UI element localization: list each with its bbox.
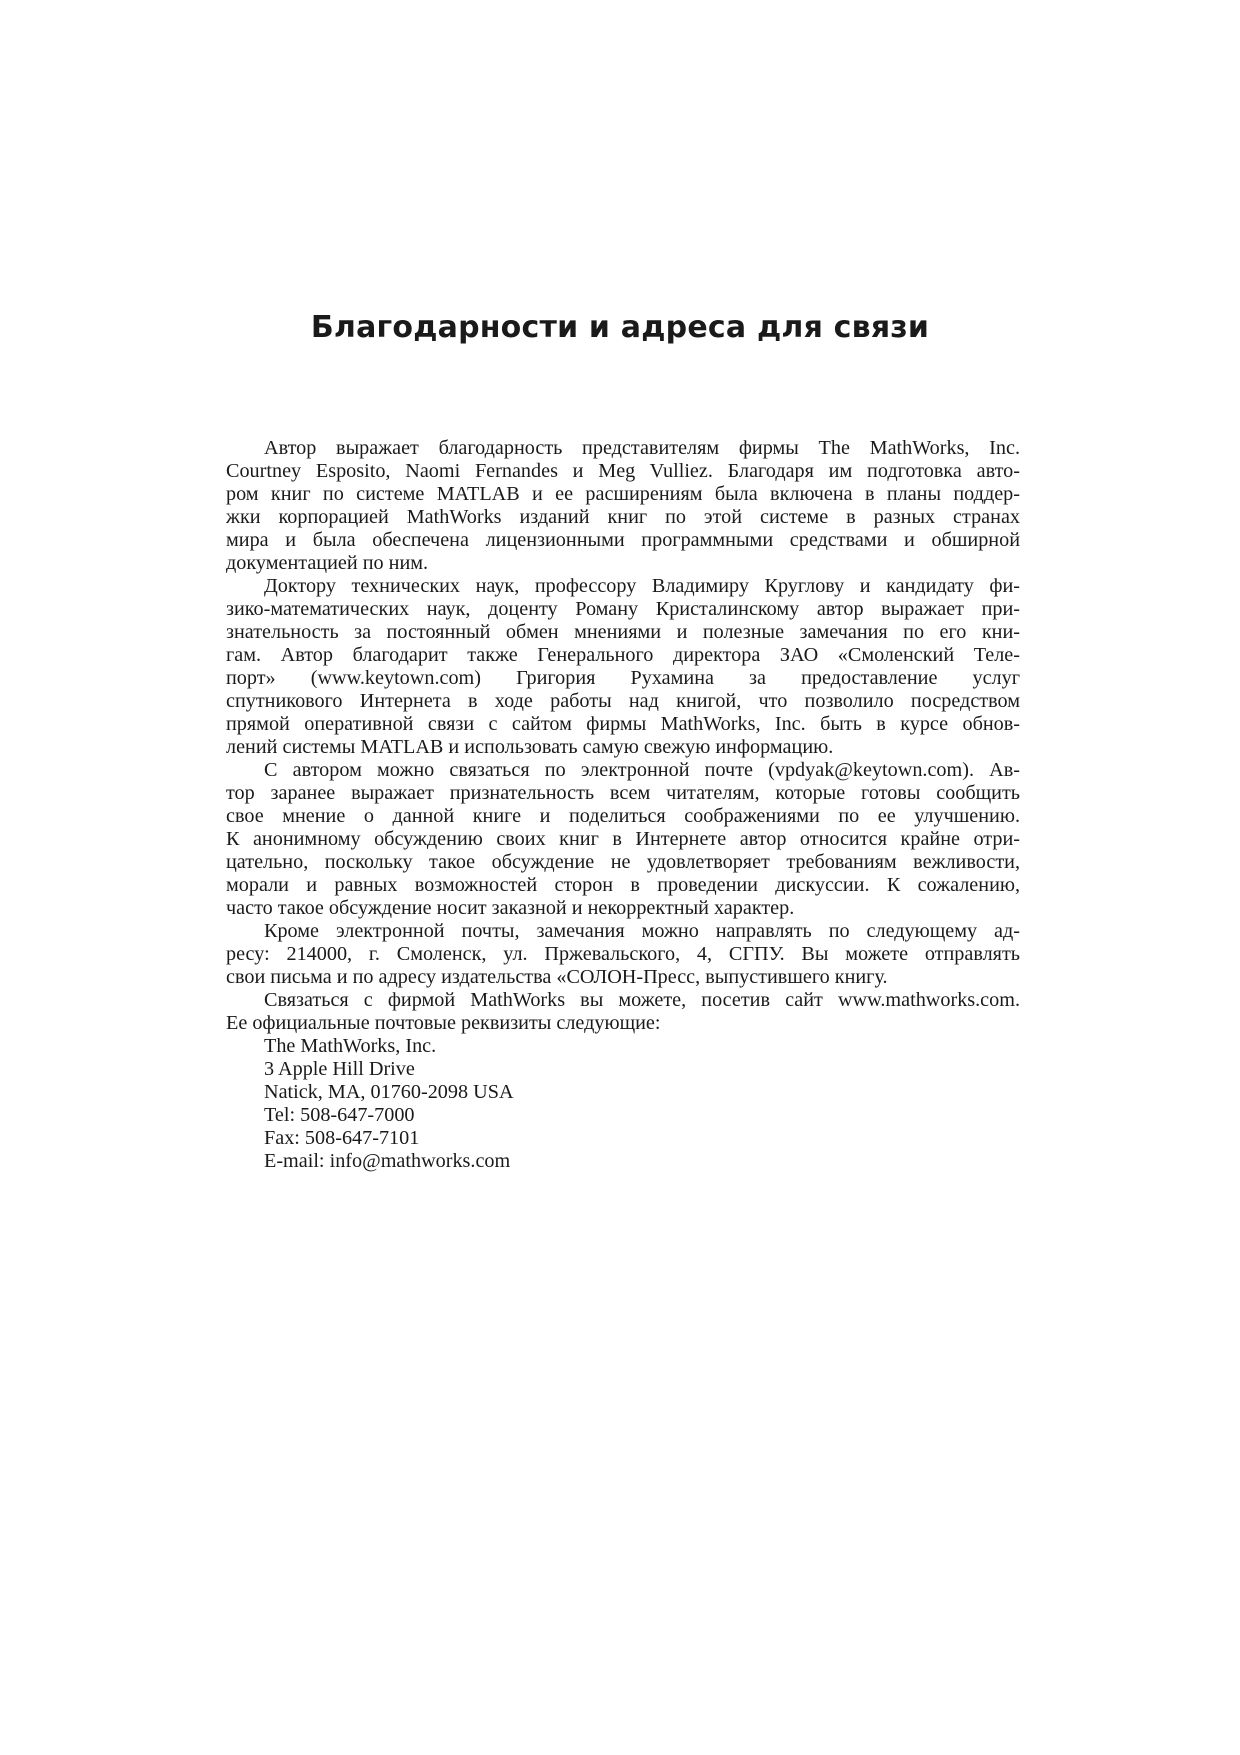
address-line: 3 Apple Hill Drive <box>264 1058 415 1080</box>
text-line: цательно, поскольку такое обсуждение не удовлетворяет требованиям вежливости, <box>226 851 1020 873</box>
address-line: The MathWorks, Inc. <box>264 1035 437 1057</box>
text-line: ром книг по системе MATLAB и ее расширениям была включена в планы поддер- <box>226 483 1020 505</box>
address-line: E-mail: info@mathworks.com <box>264 1150 511 1172</box>
text-line: знательность за постоянный обмен мнениями и полезные замечания по его кни- <box>226 621 1020 643</box>
text-line: лений системы MATLAB и использовать самую свежую информацию. <box>226 736 834 758</box>
text-line: прямой оперативной связи с сайтом фирмы MathWorks, Inc. быть в курсе обнов- <box>226 713 1020 735</box>
text-line: мира и была обеспечена лицензионными программными средствами и обширной <box>226 529 1020 551</box>
text-line: тор заранее выражает признательность всем читателям, которые готовы сообщить <box>226 782 1020 804</box>
text-line: Автор выражает благодарность представителям фирмы The MathWorks, Inc. <box>264 437 1020 459</box>
address-line: Natick, MA, 01760-2098 USA <box>264 1081 514 1103</box>
text-line: Связаться с фирмой MathWorks вы можете, посетив сайт www.mathworks.com. <box>264 989 1020 1011</box>
text-line: Ее официальные почтовые реквизиты следующие: <box>226 1012 661 1034</box>
text-line: Кроме электронной почты, замечания можно направлять по следующему ад- <box>264 920 1020 942</box>
body-text <box>226 437 1020 1173</box>
text-line: зико-математических наук, доценту Роману Кристалинскому автор выражает при- <box>226 598 1020 620</box>
text-line: жки корпорацией MathWorks изданий книг по этой системе в разных странах <box>226 506 1020 528</box>
page-title: Благодарности и адреса для связи <box>310 310 930 345</box>
text-line: морали и равных возможностей сторон в проведении дискуссии. К сожалению, <box>226 874 1020 896</box>
address-line: Tel: 508-647-7000 <box>264 1104 415 1126</box>
text-line: гам. Автор благодарит также Генерального директора ЗАО «Смоленский Теле- <box>226 644 1020 666</box>
text-line: документацией по ним. <box>226 552 429 574</box>
text-line: свое мнение о данной книге и поделиться соображениями по ее улучшению. <box>226 805 1020 827</box>
text-line: Доктору технических наук, профессору Владимиру Круглову и кандидату фи- <box>264 575 1020 597</box>
text-line: К анонимному обсуждению своих книг в Интернете автор относится крайне отри- <box>226 828 1020 850</box>
text-line: С автором можно связаться по электронной почте (vpdyak@keytown.com). Ав- <box>264 759 1020 781</box>
text-line: часто такое обсуждение носит заказной и некорректный характер. <box>226 897 795 919</box>
text-line: Courtney Esposito, Naomi Fernandes и Meg Vulliez. Благодаря им подготовка авто- <box>226 460 1020 482</box>
text-line: свои письма и по адресу издательства «СОЛОН-Пресс, выпустившего книгу. <box>226 966 888 988</box>
text-line: ресу: 214000, г. Смоленск, ул. Пржевальского, 4, СГПУ. Вы можете отправлять <box>226 943 1020 965</box>
address-line: Fax: 508-647-7101 <box>264 1127 420 1149</box>
text-line: спутникового Интернета в ходе работы над книгой, что позволило посредством <box>226 690 1020 712</box>
text-line: порт» (www.keytown.com) Григория Рухамина за предоставление услуг <box>226 667 1020 689</box>
